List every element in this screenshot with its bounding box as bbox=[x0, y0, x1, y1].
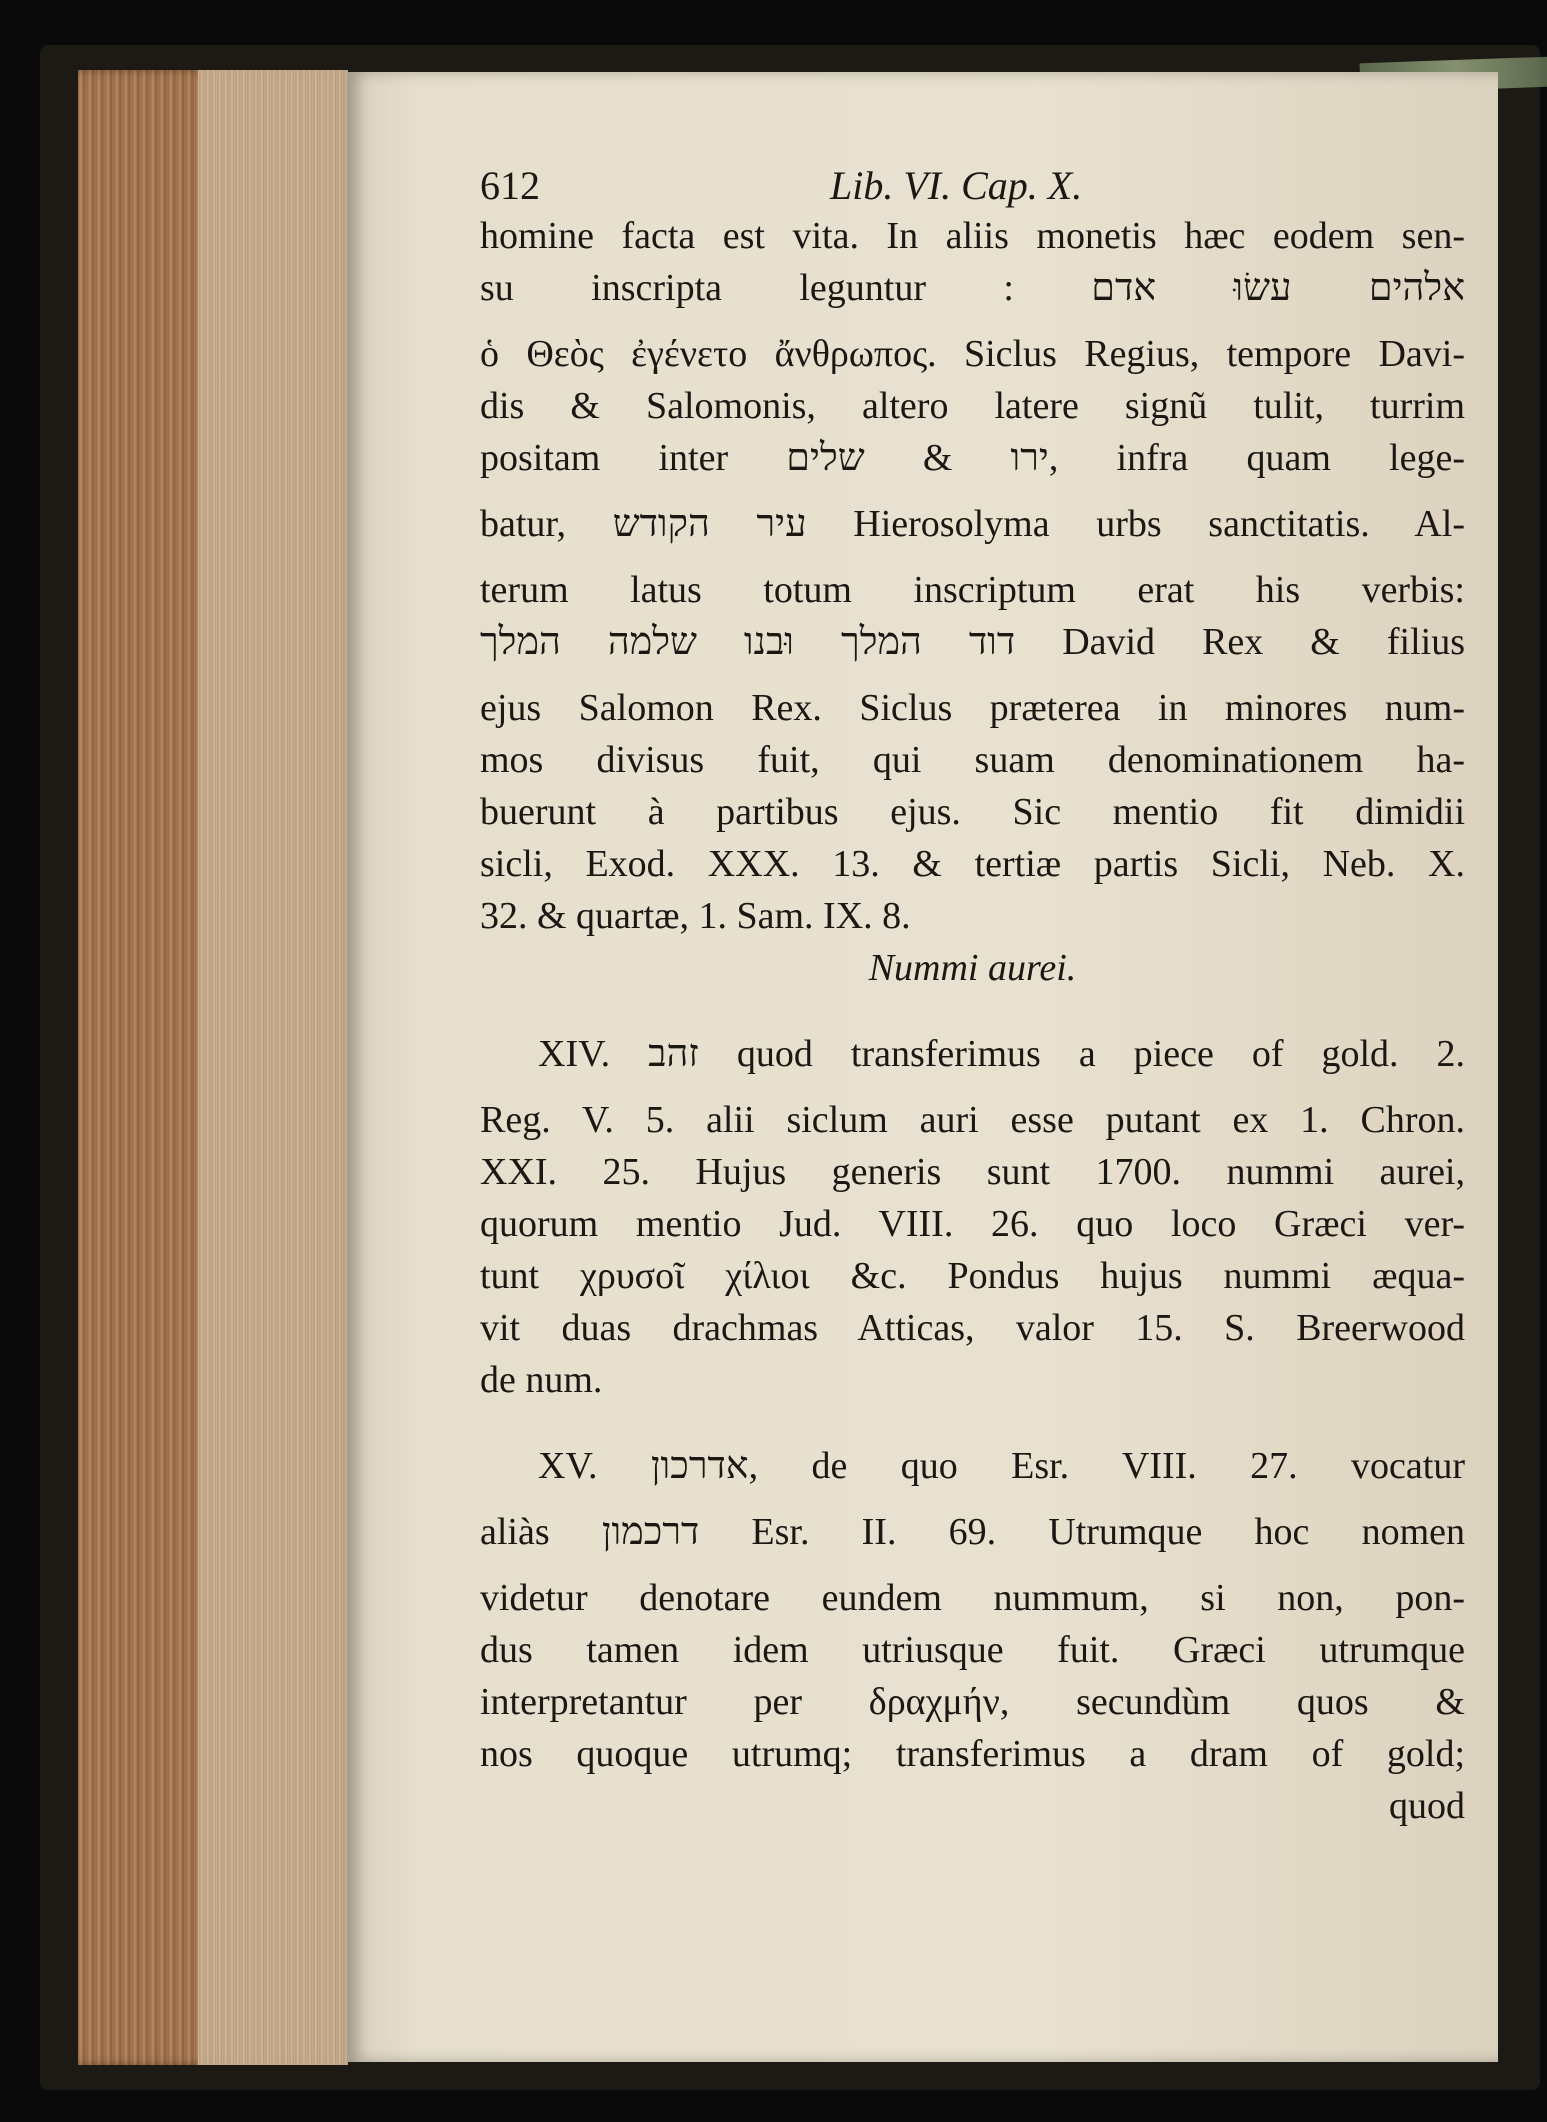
text-line: quorum mentio Jud. VIII. 26. quo loco Græci ver- bbox=[480, 1203, 1465, 1245]
text-line: interpretantur per δραχμήν, secundùm quos & bbox=[480, 1681, 1465, 1723]
text-line: sicli, Exod. XXX. 13. & tertiæ partis Sicli, Neb. X. bbox=[480, 843, 1465, 885]
spacer bbox=[480, 314, 1465, 328]
text-line: XIV. זהב quod transferimus a piece of gold. 2. bbox=[538, 1033, 1465, 1075]
spacer bbox=[480, 1406, 1465, 1440]
spacer bbox=[480, 994, 1465, 1028]
page-edges bbox=[78, 70, 348, 2065]
page-header bbox=[480, 160, 1465, 210]
text-line: su inscripta leguntur : אלהים עשׂוּ אדם bbox=[480, 267, 1465, 309]
spacer bbox=[480, 484, 1465, 498]
text-line: positam inter ירו & שלים, infra quam lege- bbox=[480, 437, 1465, 479]
text-line: mos divisus fuit, qui suam denominationem ha- bbox=[480, 739, 1465, 781]
text-line: 32. & quartæ, 1. Sam. IX. 8. bbox=[480, 895, 911, 937]
spacer bbox=[480, 1558, 1465, 1572]
text-line: tunt χρυσοῖ χίλιοι &c. Pondus hujus nummi æqua- bbox=[480, 1255, 1465, 1297]
text-line: XXI. 25. Hujus generis sunt 1700. nummi aurei, bbox=[480, 1151, 1465, 1193]
text-line: videtur denotare eundem nummum, si non, pon- bbox=[480, 1577, 1465, 1619]
spacer bbox=[480, 1492, 1465, 1506]
spacer bbox=[480, 550, 1465, 564]
text-line: dis & Salomonis, altero latere signũ tulit, turrim bbox=[480, 385, 1465, 427]
text-line: ejus Salomon Rex. Siclus præterea in minores num- bbox=[480, 687, 1465, 729]
text-line: vit duas drachmas Atticas, valor 15. S. Breerwood bbox=[480, 1307, 1465, 1349]
catchword: quod bbox=[1389, 1785, 1465, 1827]
spacer bbox=[480, 668, 1465, 682]
text-line: batur, עיר הקודש Hierosolyma urbs sanctitatis. Al- bbox=[480, 503, 1465, 545]
running-head: Lib. VI. Cap. X. bbox=[830, 163, 1083, 208]
text-line: terum latus totum inscriptum erat his verbis: bbox=[480, 569, 1465, 611]
text-line: homine facta est vita. In aliis monetis hæc eodem sen- bbox=[480, 215, 1465, 257]
subheading: Nummi aurei. bbox=[868, 947, 1077, 989]
spacer bbox=[480, 1080, 1465, 1094]
text-line: Reg. V. 5. alii siclum auri esse putant ex 1. Chron. bbox=[480, 1099, 1465, 1141]
page-text-block bbox=[480, 160, 1465, 1832]
text-line: de num. bbox=[480, 1359, 603, 1401]
text-line: דוד המלך וּבנו שלמה המלך David Rex & filius bbox=[480, 621, 1465, 663]
text-line: aliàs דרכמון Esr. II. 69. Utrumque hoc nomen bbox=[480, 1511, 1465, 1553]
page-number: 612 bbox=[480, 163, 540, 208]
text-line: dus tamen idem utriusque fuit. Græci utrumque bbox=[480, 1629, 1465, 1671]
text-line: buerunt à partibus ejus. Sic mentio fit dimidii bbox=[480, 791, 1465, 833]
text-line: ὁ Θεὸς ἐγένετο ἄνθρωπος. Siclus Regius, tempore Davi- bbox=[480, 333, 1465, 375]
text-line: nos quoque utrumq; transferimus a dram of gold; bbox=[480, 1733, 1465, 1775]
text-line: XV. אדרכון, de quo Esr. VIII. 27. vocatur bbox=[538, 1445, 1465, 1487]
